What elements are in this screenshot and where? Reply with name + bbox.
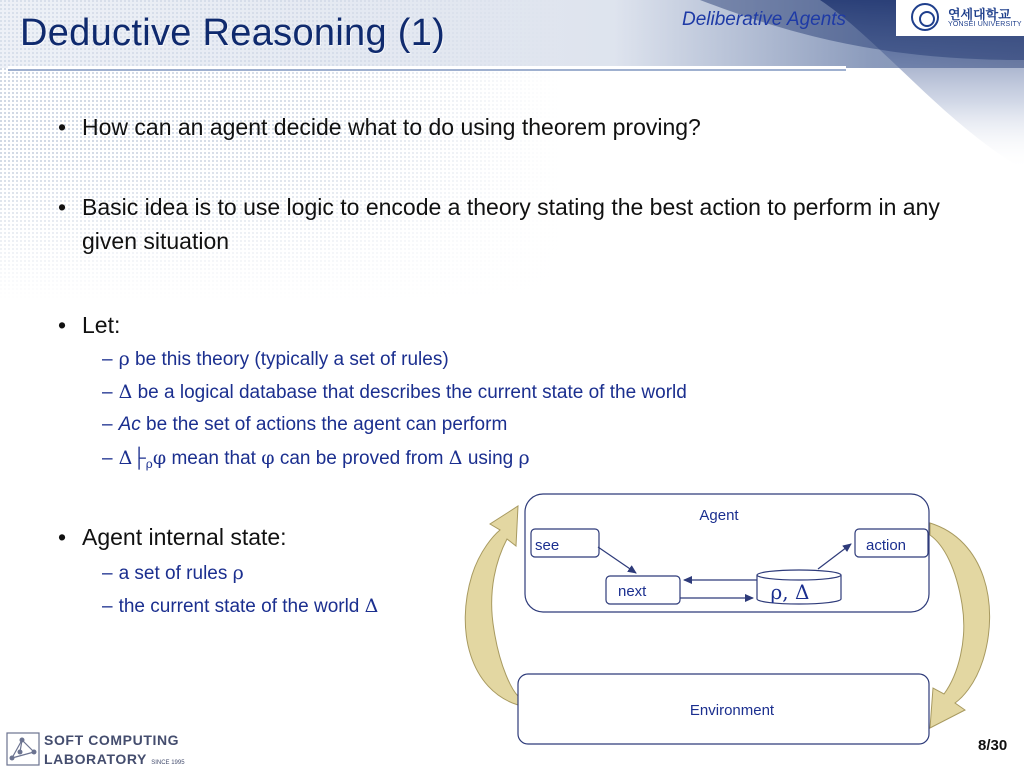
delta-symbol: Δ xyxy=(448,447,463,469)
bullet-item: • Let: xyxy=(58,312,121,338)
actions-symbol: Ac xyxy=(118,414,141,435)
see-label: see xyxy=(535,537,560,554)
bullet-item: • Basic idea is to use logic to encode a theory stating the best action to perform in any given situation xyxy=(58,194,940,254)
lab-since: SINCE 1995 xyxy=(151,760,185,766)
sub-bullet-item: – Ac be the set of actions the agent can perform xyxy=(102,414,508,435)
sub-bullet-item: – Δ be a logical database that describes the current state of the world xyxy=(102,381,687,403)
sub-bullet-text: a set of rules xyxy=(118,563,228,584)
database-label: ρ, Δ xyxy=(770,580,810,604)
university-name-english: YONSEI UNIVERSITY xyxy=(948,21,1022,28)
turnstile-symbol: ├ xyxy=(132,448,146,469)
lab-name-line1: SOFT COMPUTING xyxy=(44,732,180,748)
sub-bullet-text: the current state of the world xyxy=(118,596,360,617)
agent-label: Agent xyxy=(699,507,739,524)
page-title: Deductive Reasoning (1) xyxy=(20,12,446,54)
phi-symbol: φ xyxy=(152,447,167,469)
action-cycle-arrow xyxy=(930,523,990,728)
bullet-text: How can an agent decide what to do using theorem proving? xyxy=(82,114,701,140)
sub-bullet-text: mean that xyxy=(171,448,256,469)
section-tag: Deliberative Agents xyxy=(682,9,847,30)
database-cylinder-top xyxy=(757,570,841,580)
delta-symbol: Δ xyxy=(364,595,379,617)
sub-bullet-text: be a logical database that describes the current state of the world xyxy=(137,382,687,403)
rho-symbol: ρ xyxy=(518,447,530,469)
sub-bullet-text: can be proved from xyxy=(279,448,444,469)
delta-symbol: Δ xyxy=(118,447,133,469)
lab-network-icon xyxy=(6,732,40,766)
bullet-text: Basic idea is to use logic to encode a theory stating the best action to perform in any given situation xyxy=(82,194,940,254)
sub-bullet-item: – the current state of the world Δ xyxy=(102,595,379,617)
bullet-item: • Agent internal state: xyxy=(58,524,287,550)
percept-cycle-arrow xyxy=(465,506,518,705)
phi-symbol: φ xyxy=(261,447,275,469)
lab-logo-text xyxy=(44,731,185,773)
sub-bullet-item: – a set of rules ρ xyxy=(102,562,244,584)
page-number: 8/30 xyxy=(978,737,1008,754)
rho-symbol: ρ xyxy=(232,562,244,584)
sub-bullet-item: – $\Delta├_\rho\varphi$ mean that φ can be proved from Δ using ρ xyxy=(102,447,530,471)
lab-name-line2: LABORATORY xyxy=(44,751,147,767)
sub-bullet-item: – ρ be this theory (typically a set of rules) xyxy=(102,348,449,370)
next-label: next xyxy=(618,583,647,600)
sub-bullet-text: be the set of actions the agent can perform xyxy=(146,414,508,435)
bullet-text: Let: xyxy=(82,312,121,338)
sub-bullet-text: be this theory (typically a set of rules) xyxy=(135,349,449,370)
action-label: action xyxy=(866,537,907,554)
rho-subscript: ρ xyxy=(145,457,153,471)
environment-label: Environment xyxy=(689,702,775,719)
delta-symbol: Δ xyxy=(118,381,133,403)
bullet-item: • How can an agent decide what to do using theorem proving? xyxy=(58,114,701,140)
sub-bullet-text: using xyxy=(467,448,514,469)
bullet-text: Agent internal state: xyxy=(82,524,287,550)
rho-symbol: ρ xyxy=(118,348,130,370)
university-name-korean: 연세대학교 xyxy=(948,7,1011,22)
